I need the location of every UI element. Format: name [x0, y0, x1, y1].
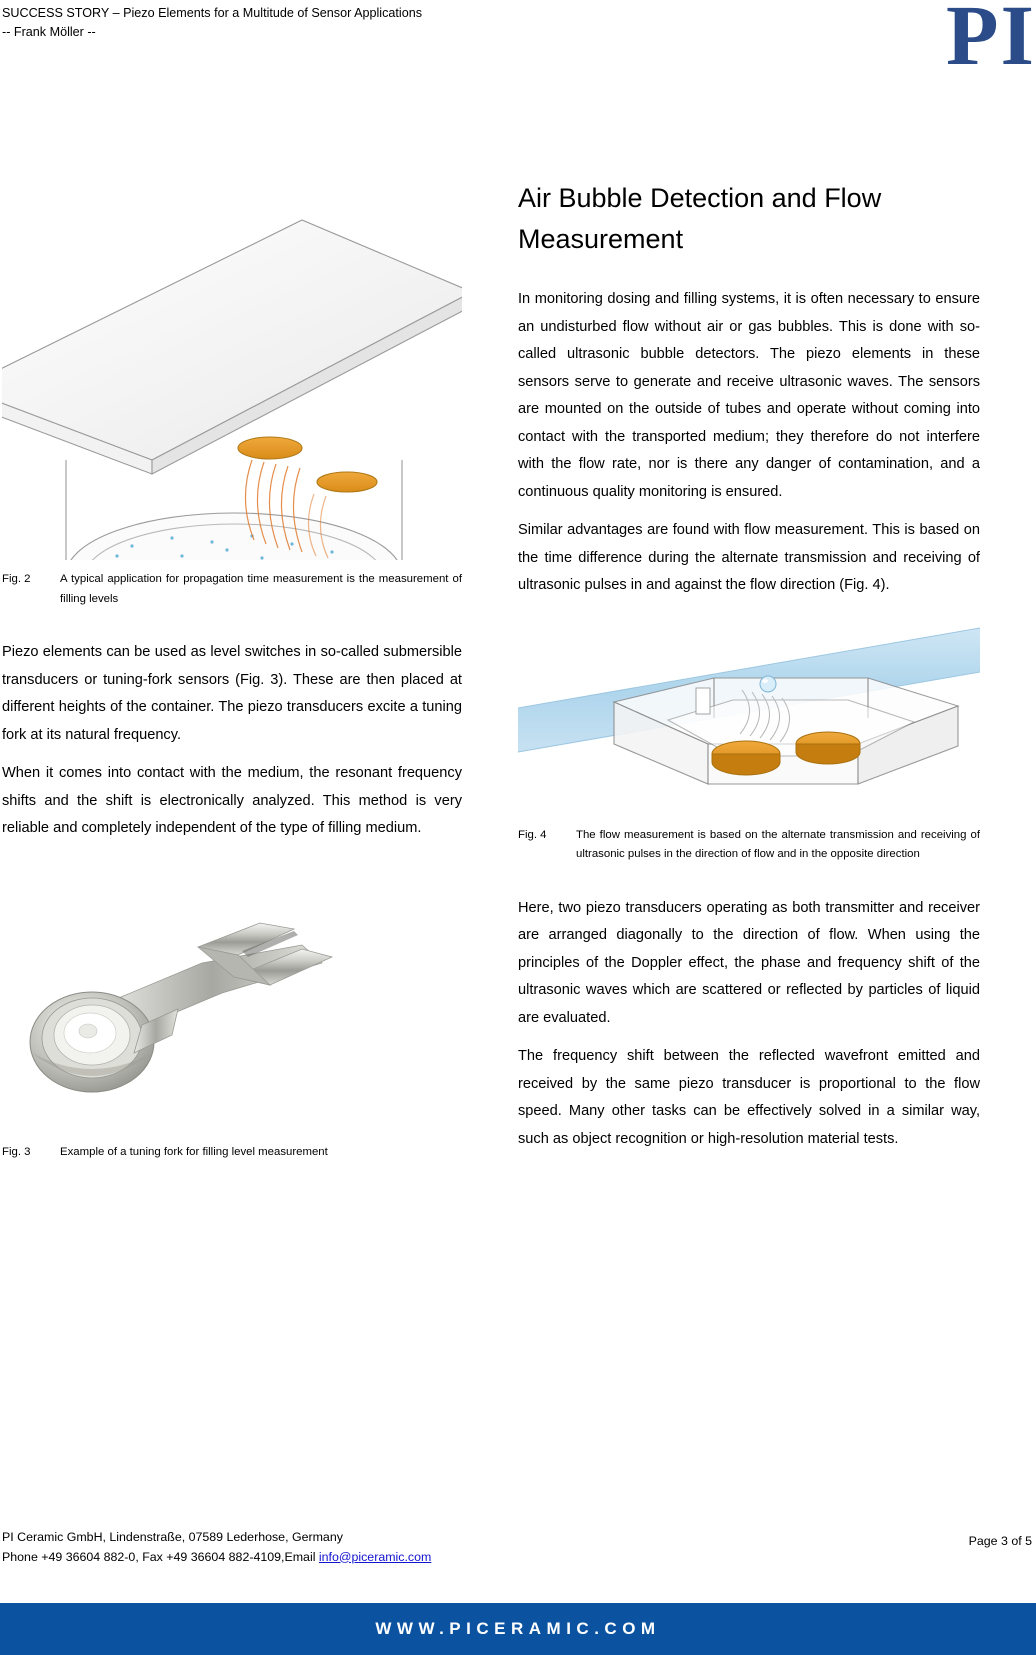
footer-email-link[interactable]: info@piceramic.com — [318, 1549, 432, 1564]
footer-company: PI Ceramic GmbH, Lindenstraße, 07589 Lederhose, Germany — [2, 1530, 343, 1544]
footer-website-text: WWW.PICERAMIC.COM — [375, 1619, 661, 1638]
left-column — [2, 140, 462, 1162]
page-title: Air Bubble Detection and Flow Measurement — [518, 183, 882, 254]
figure-2-id: Fig. 2 — [2, 573, 31, 585]
figure-2-caption — [2, 570, 462, 609]
figure-4-caption — [518, 826, 980, 865]
pi-logo: PI — [946, 0, 1036, 83]
right-column — [518, 140, 980, 1153]
figure-2-image — [2, 160, 462, 560]
tank-illustration-svg — [2, 160, 462, 560]
page-number: Page 3 of 5 — [968, 1534, 1032, 1548]
right-paragraph-2: Similar advantages are found with flow measurement. This is based on the time difference during the alternate transmission and receiving of ultrasonic pulses in and against the flow direction (Fig. 4). — [518, 522, 980, 593]
left-paragraph-2: When it comes into contact with the medium, the resonant frequency shifts and the shift is electronically analyzed. This method is very reliable and completely independent of the type of filling medium. — [2, 765, 462, 836]
right-paragraph-4: The frequency shift between the reflected wavefront emitted and received by the same piezo transducer is proportional to the flow speed. Many other tasks can be effectively solved in a similar way, such as object recognition or high-resolution material tests. — [518, 1048, 980, 1147]
figure-4-caption-text: The flow measurement is based on the alternate transmission and receiving of ultrasonic pulses in the direction of flow and in the opposite direction — [576, 828, 980, 860]
footer-contact-line — [2, 1548, 431, 1568]
figure-2-caption-text: A typical application for propagation time measurement is the measurement of filling levels — [60, 573, 462, 605]
left-paragraph-1: Piezo elements can be used as level switches in so-called submersible transducers or tuning-fork sensors (Fig. 3). These are then placed at different heights of the container. The piezo transducers excite a tuning fork at its natural frequency. — [2, 644, 462, 743]
header-author: -- Frank Möller -- — [2, 25, 96, 39]
right-paragraph-3: Here, two piezo transducers operating as both transmitter and receiver are arranged diagonally to the direction of flow. When using the principles of the Doppler effect, the phase and frequency shift of the ultrasonic waves which are scattered or reflected by particles of liquid are evaluated. — [518, 899, 980, 1026]
tuning-fork-photo-svg — [2, 885, 462, 1125]
figure-3-id: Fig. 3 — [2, 1145, 31, 1158]
page-header — [0, 0, 1036, 92]
footer-website-bar — [0, 1603, 1036, 1655]
flow-sensor-illustration-svg — [518, 626, 980, 816]
footer-contact-text: Phone +49 36604 882-0, Fax +49 36604 882-4109,Email — [2, 1549, 319, 1564]
right-paragraph-1: In monitoring dosing and filling systems, it is often necessary to ensure an undisturbed flow without air or gas bubbles. This is done with so-called ultrasonic bubble detectors. The piezo elements in these sensors serve to generate and receive ultrasonic waves. The sensors are mounted on the outside of tubes and operate without coming into contact with the transported medium; they therefore do not interfere with the flow rate, nor is there any danger of contamination, and a continuous quality monitoring is ensured. — [518, 291, 980, 500]
footer-contact-block — [2, 1528, 431, 1567]
header-title: SUCCESS STORY – Piezo Elements for a Multitude of Sensor Applications — [2, 6, 422, 20]
figure-4-id: Fig. 4 — [518, 828, 547, 841]
header-title-block — [2, 4, 422, 42]
figure-4-image — [518, 626, 980, 816]
figure-3-image — [2, 885, 462, 1125]
figure-3-caption-text: Example of a tuning fork for filling level measurement — [60, 1145, 328, 1158]
figure-3-caption — [2, 1143, 462, 1163]
